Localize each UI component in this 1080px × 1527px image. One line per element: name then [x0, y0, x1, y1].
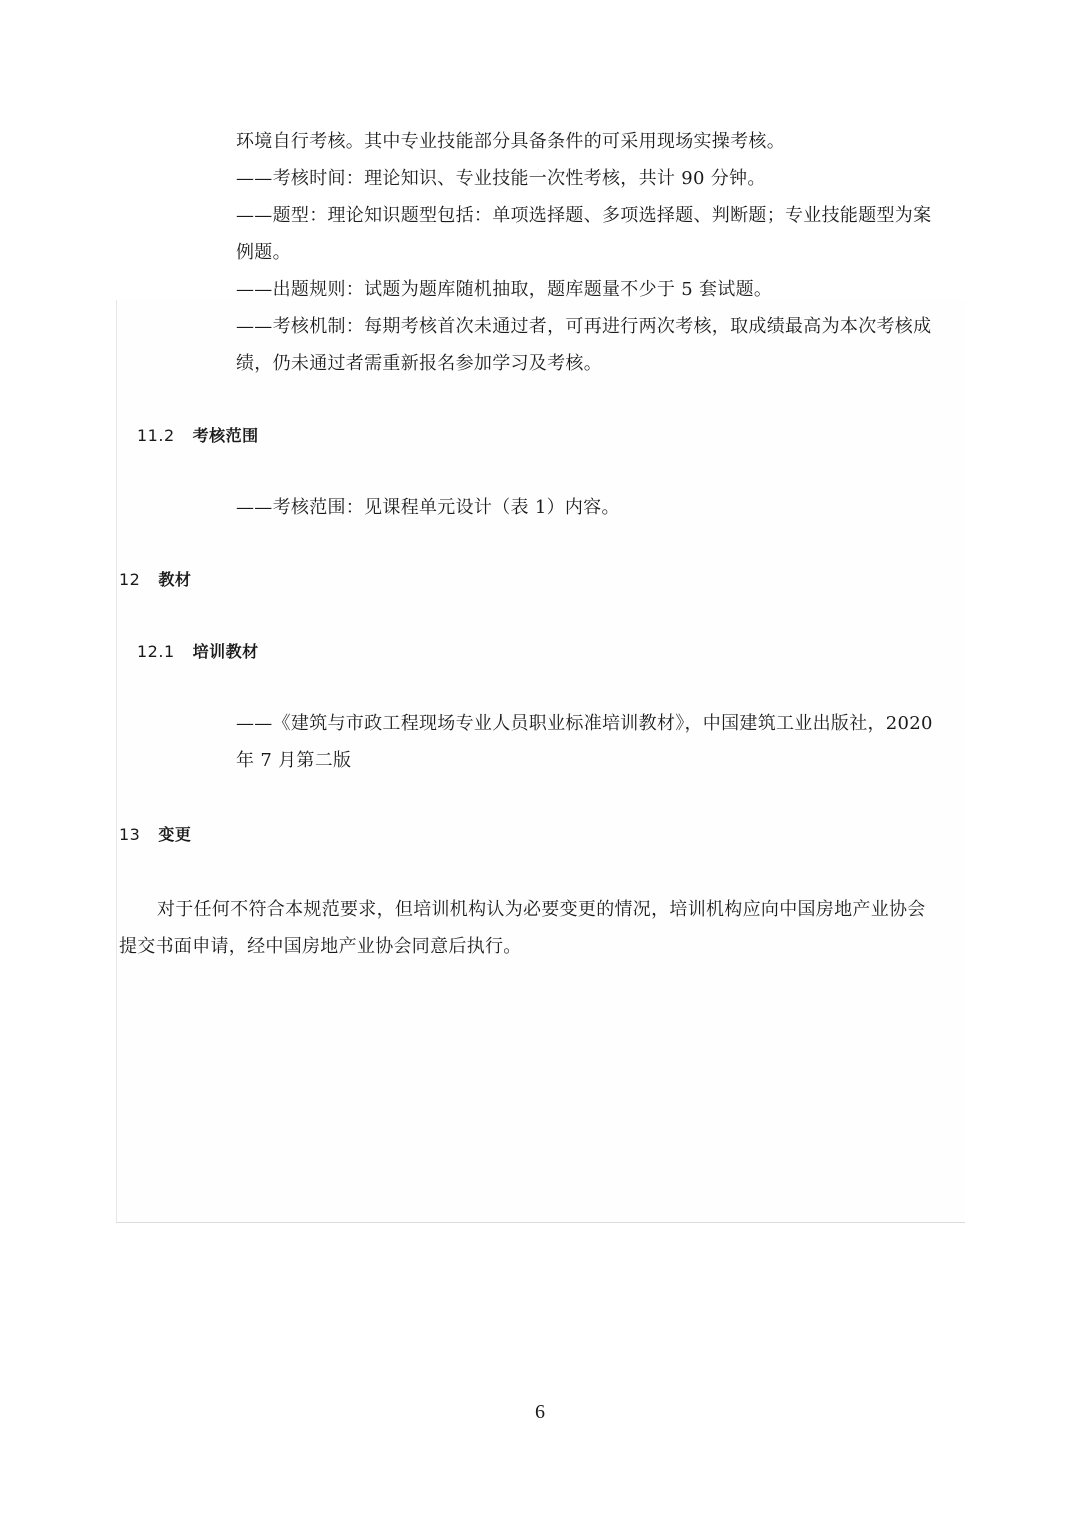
section-12-1-heading — [137, 641, 259, 663]
section-11-2-heading — [137, 425, 259, 447]
change-paragraph-line-1: 对于任何不符合本规范要求，但培训机构认为必要变更的情况，培训机构应向中国房地产业协会 — [157, 899, 926, 920]
section-title: 变更 — [158, 825, 192, 844]
section-title: 教材 — [158, 570, 192, 589]
question-type-line-2: 例题。 — [236, 242, 291, 263]
textbook-line-1: ——《建筑与市政工程现场专业人员职业标准培训教材》，中国建筑工业出版社，2020 — [236, 713, 933, 734]
assessment-time-line: ——考核时间：理论知识、专业技能一次性考核，共计 90 分钟。 — [236, 168, 766, 189]
section-number: 13 — [119, 825, 141, 844]
section-title: 培训教材 — [192, 642, 259, 661]
assessment-mechanism-line-2: 绩，仍未通过者需重新报名参加学习及考核。 — [236, 353, 602, 374]
page-number: 6 — [535, 1401, 545, 1423]
section-number: 11.2 — [137, 426, 175, 445]
section-13-heading — [119, 824, 191, 846]
assessment-mechanism-line-1: ——考核机制：每期考核首次未通过者，可再进行两次考核，取成绩最高为本次考核成 — [236, 316, 932, 337]
assessment-environment-line: 环境自行考核。其中专业技能部分具备条件的可采用现场实操考核。 — [236, 131, 785, 152]
section-12-heading — [119, 569, 191, 591]
assessment-scope-line: ——考核范围：见课程单元设计（表 1）内容。 — [236, 497, 620, 518]
question-rule-line: ——出题规则：试题为题库随机抽取，题库题量不少于 5 套试题。 — [236, 279, 773, 300]
question-type-line-1: ——题型：理论知识题型包括：单项选择题、多项选择题、判断题；专业技能题型为案 — [236, 205, 932, 226]
change-paragraph-line-2: 提交书面申请，经中国房地产业协会同意后执行。 — [119, 936, 522, 957]
section-number: 12 — [119, 570, 141, 589]
section-number: 12.1 — [137, 642, 175, 661]
section-title: 考核范围 — [192, 426, 259, 445]
textbook-line-2: 年 7 月第二版 — [236, 750, 352, 771]
